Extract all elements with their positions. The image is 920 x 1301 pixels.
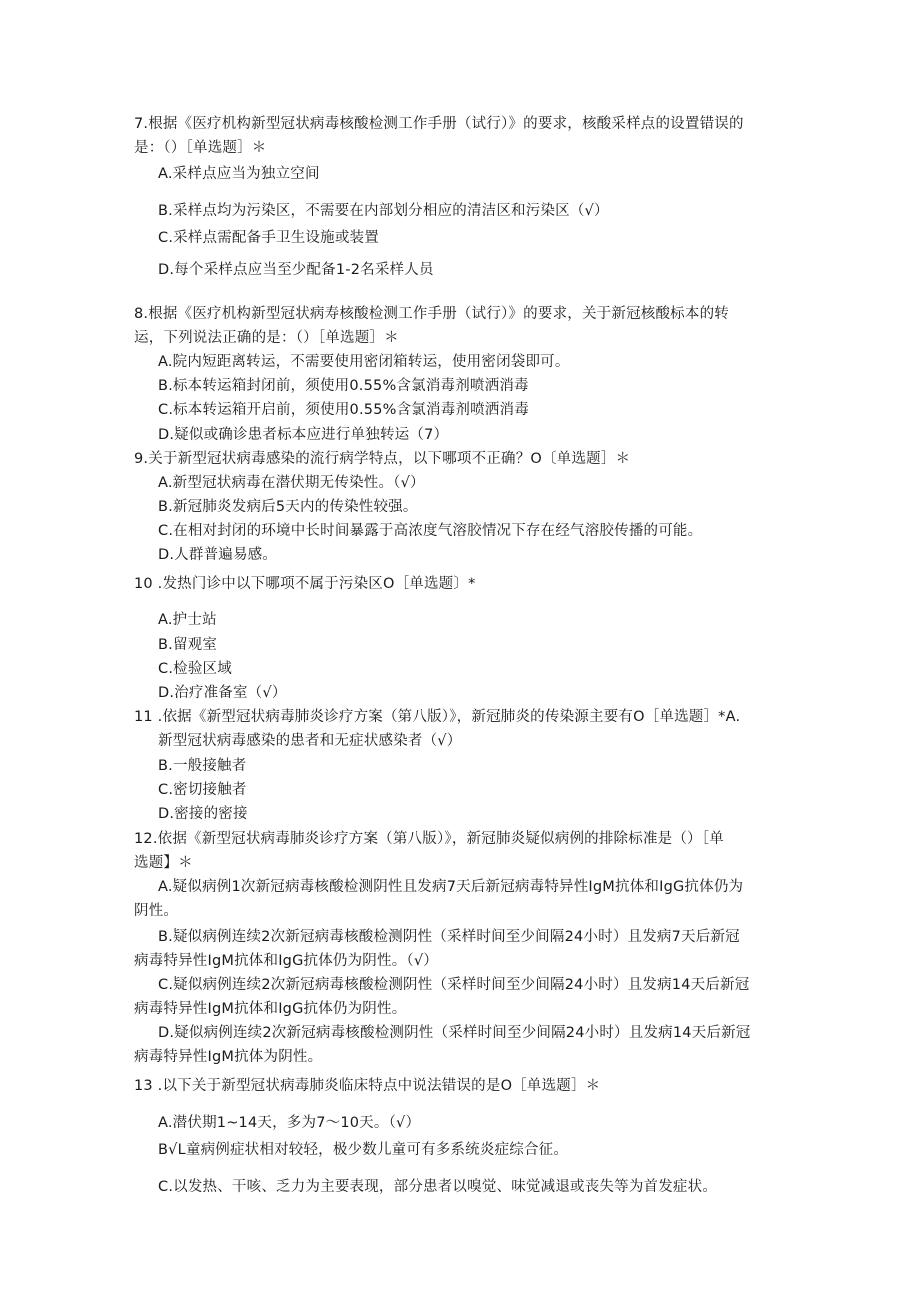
question-7-stem-line-1: 7.根据《医疗机构新型冠状病毒核酸检测工作手册（试行）》的要求，核酸采样点的设置错误的 bbox=[134, 116, 744, 132]
question-10-option-c: C.检验区域 bbox=[158, 661, 232, 677]
question-7-option-a: A.采样点应当为独立空间 bbox=[158, 166, 320, 182]
question-8-option-a: A.院内短距离转运，不需要使用密闭箱转运，使用密闭袋即可。 bbox=[158, 354, 570, 370]
question-12-option-d-line-1: D.疑似病例连续2次新冠病毒核酸检测阴性（采样时间至少间隔24小时）且发病14天后新冠 bbox=[158, 1025, 751, 1041]
question-13-stem: 13 .以下关于新型冠状病毒肺炎临床特点中说法错误的是O［单选题］＊ bbox=[134, 1078, 601, 1094]
question-11-stem-line-1: 11 .依据《新型冠状病毒肺炎诊疗方案（第八版）》，新冠肺炎的传染源主要有O［单选题］*A. bbox=[134, 709, 741, 725]
question-12-option-b-line-1: B.疑似病例连续2次新冠病毒核酸检测阴性（采样时间至少间隔24小时）且发病7天后新冠 bbox=[158, 929, 740, 945]
question-11-option-c: C.密切接触者 bbox=[158, 782, 247, 798]
question-12-option-a-line-2: 阴性。 bbox=[134, 903, 179, 919]
question-11-option-b: B.一般接触者 bbox=[158, 758, 247, 774]
question-7-option-b: B.采样点均为污染区，不需要在内部划分相应的清洁区和污染区（√） bbox=[158, 203, 609, 219]
question-12-stem-line-2: 选题】＊ bbox=[134, 855, 193, 871]
question-10-option-a: A.护士站 bbox=[158, 612, 217, 628]
question-8-stem-line-2: 运，下列说法正确的是：（）［单选题］＊ bbox=[134, 330, 399, 346]
question-12-option-c-line-1: C.疑似病例连续2次新冠病毒核酸检测阴性（采样时间至少间隔24小时）且发病14天后新冠 bbox=[158, 977, 750, 993]
question-12-option-d-line-2: 病毒特异性IgM抗体为阴性。 bbox=[134, 1049, 323, 1065]
question-8-stem-line-1: 8.根据《医疗机构新型冠状病寿核酸检测工作手册（试行）》的要求，关于新冠核酸标本的转 bbox=[134, 306, 729, 322]
question-7-stem-line-2: 是：（）［单选题］＊ bbox=[134, 140, 267, 156]
question-13-option-c: C.以发热、干咳、乏力为主要表现，部分患者以嗅觉、味觉减退或丧失等为首发症状。 bbox=[158, 1179, 718, 1195]
question-11-option-a: 新型冠状病毒感染的患者和无症状感染者（√） bbox=[158, 733, 462, 749]
question-9-stem: 9.关于新型冠状病毒感染的流行病学特点，以下哪项不正确？O〔单选题］＊ bbox=[134, 451, 631, 467]
question-12-option-c-line-2: 病毒特异性IgM抗体和IgG抗体仍为阴性。 bbox=[134, 1001, 407, 1017]
question-9-option-c: C.在相对封闭的环境中长时间暴露于高浓度气溶胶情况下存在经气溶胶传播的可能。 bbox=[158, 523, 703, 539]
question-13-option-a: A.潜伏期1~14天，多为7～10天。（√） bbox=[158, 1115, 421, 1131]
question-9-option-d: D.人群普遍易感。 bbox=[158, 547, 278, 563]
question-12-option-a-line-1: A.疑似病例1次新冠病毒核酸检测阴性且发病7天后新冠病毒特异性IgM抗体和IgG抗体仍为 bbox=[158, 879, 744, 895]
question-8-option-d: D.疑似或确诊患者标本应进行单独转运（7） bbox=[158, 427, 449, 443]
question-9-option-a: A.新型冠状病毒在潜伏期无传染性。（√） bbox=[158, 475, 425, 491]
question-13-option-b: B√L童病例症状相对较轻，极少数儿童可有多系统炎症综合征。 bbox=[158, 1142, 569, 1158]
question-10-stem: 10 .发热门诊中以下哪项不属于污染区O［单选题〕* bbox=[134, 576, 476, 592]
question-10-option-b: B.留观室 bbox=[158, 637, 218, 653]
question-11-option-d: D.密接的密接 bbox=[158, 806, 248, 822]
question-8-option-b: B.标本转运箱封闭前，须使用0.55%含氯消毒剂喷洒消毒 bbox=[158, 378, 529, 394]
question-12-option-b-line-2: 病毒特异性IgM抗体和IgG抗体仍为阴性。（√） bbox=[134, 953, 438, 969]
question-7-option-d: D.每个采样点应当至少配备1-2名采样人员 bbox=[158, 262, 434, 278]
question-8-option-c: C.标本转运箱开启前，须使用0.55%含氯消毒剂喷洒消毒 bbox=[158, 402, 529, 418]
question-10-option-d: D.治疗准备室（√） bbox=[158, 685, 287, 701]
question-9-option-b: B.新冠肺炎发病后5天内的传染性较强。 bbox=[158, 499, 418, 515]
question-7-option-c: C.采样点需配备手卫生设施或装置 bbox=[158, 230, 379, 246]
question-12-stem-line-1: 12.依据《新型冠状病毒肺炎诊疗方案（第八版）》，新冠肺炎疑似病例的排除标准是（）［单 bbox=[134, 831, 724, 847]
